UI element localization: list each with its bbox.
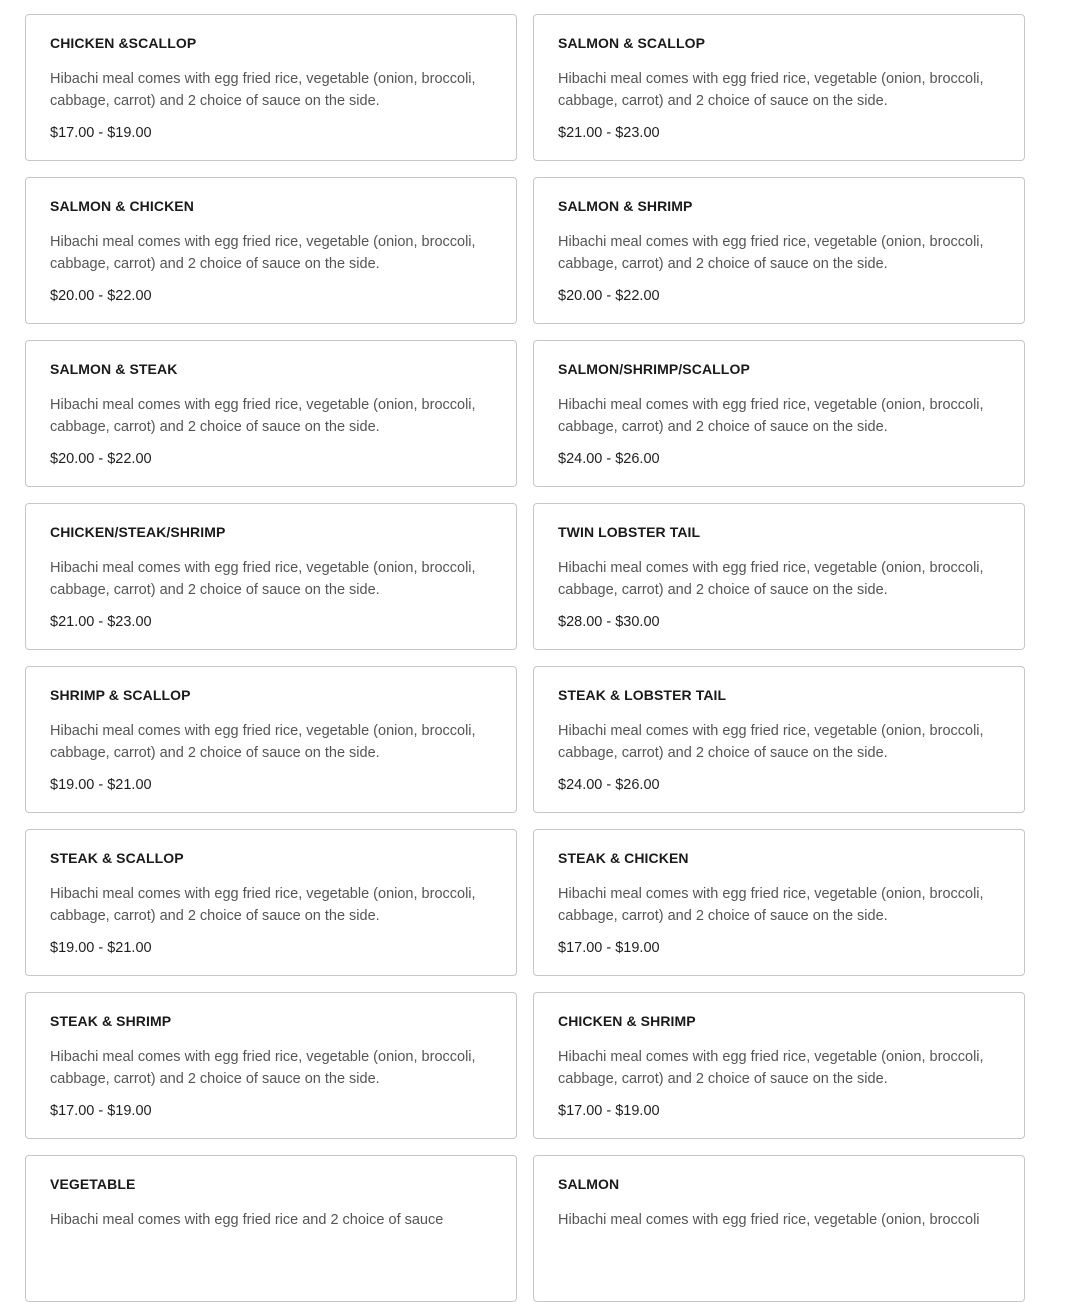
menu-item-grid [25, 14, 1025, 1302]
menu-item-name: STEAK & CHICKEN [558, 850, 689, 866]
menu-item-price: $24.00 - $26.00 [558, 451, 660, 467]
menu-item-card[interactable] [25, 1155, 517, 1302]
menu-item-card[interactable] [533, 992, 1025, 1139]
menu-item-name: SALMON & SHRIMP [558, 198, 693, 214]
menu-item-name: SALMON & CHICKEN [50, 198, 194, 214]
menu-item-name: SALMON & STEAK [50, 361, 178, 377]
menu-item-description: Hibachi meal comes with egg fried rice, vegetable (onion, broccoli, cabbage, carrot) and 2 choice of sauce on the side. [558, 1049, 984, 1087]
menu-item-card[interactable] [533, 14, 1025, 161]
menu-item-price: $17.00 - $19.00 [558, 940, 660, 956]
menu-item-name: SALMON/SHRIMP/SCALLOP [558, 361, 750, 377]
menu-item-description: Hibachi meal comes with egg fried rice, vegetable (onion, broccoli [558, 1212, 980, 1228]
menu-item-name: CHICKEN/STEAK/SHRIMP [50, 524, 226, 540]
menu-item-card[interactable] [25, 992, 517, 1139]
menu-item-name: STEAK & LOBSTER TAIL [558, 687, 727, 703]
menu-item-card[interactable] [533, 829, 1025, 976]
menu-item-description: Hibachi meal comes with egg fried rice, vegetable (onion, broccoli, cabbage, carrot) and 2 choice of sauce on the side. [50, 723, 476, 761]
menu-item-description: Hibachi meal comes with egg fried rice, vegetable (onion, broccoli, cabbage, carrot) and 2 choice of sauce on the side. [50, 234, 476, 272]
menu-item-price: $21.00 - $23.00 [558, 125, 660, 141]
menu-item-description: Hibachi meal comes with egg fried rice, vegetable (onion, broccoli, cabbage, carrot) and 2 choice of sauce on the side. [50, 1049, 476, 1087]
menu-item-description: Hibachi meal comes with egg fried rice, vegetable (onion, broccoli, cabbage, carrot) and 2 choice of sauce on the side. [558, 234, 984, 272]
menu-item-price: $20.00 - $22.00 [50, 288, 152, 304]
menu-item-price: $24.00 - $26.00 [558, 777, 660, 793]
menu-item-price: $19.00 - $21.00 [50, 777, 152, 793]
menu-item-description: Hibachi meal comes with egg fried rice, vegetable (onion, broccoli, cabbage, carrot) and 2 choice of sauce on the side. [558, 397, 984, 435]
menu-item-card[interactable] [533, 1155, 1025, 1302]
menu-item-name: CHICKEN & SHRIMP [558, 1013, 696, 1029]
menu-item-card[interactable] [25, 666, 517, 813]
menu-item-name: TWIN LOBSTER TAIL [558, 524, 701, 540]
menu-item-card[interactable] [533, 503, 1025, 650]
menu-item-price: $17.00 - $19.00 [50, 1103, 152, 1119]
menu-item-description: Hibachi meal comes with egg fried rice, vegetable (onion, broccoli, cabbage, carrot) and 2 choice of sauce on the side. [50, 886, 476, 924]
menu-item-description: Hibachi meal comes with egg fried rice, vegetable (onion, broccoli, cabbage, carrot) and 2 choice of sauce on the side. [558, 71, 984, 109]
menu-item-card[interactable] [25, 177, 517, 324]
menu-item-price: $17.00 - $19.00 [50, 125, 152, 141]
menu-item-description: Hibachi meal comes with egg fried rice, vegetable (onion, broccoli, cabbage, carrot) and 2 choice of sauce on the side. [50, 397, 476, 435]
menu-item-card[interactable] [25, 340, 517, 487]
menu-item-price: $19.00 - $21.00 [50, 940, 152, 956]
menu-item-name: SHRIMP & SCALLOP [50, 687, 191, 703]
menu-item-card[interactable] [533, 177, 1025, 324]
menu-item-description: Hibachi meal comes with egg fried rice, vegetable (onion, broccoli, cabbage, carrot) and 2 choice of sauce on the side. [50, 71, 476, 109]
menu-item-description: Hibachi meal comes with egg fried rice, vegetable (onion, broccoli, cabbage, carrot) and 2 choice of sauce on the side. [558, 886, 984, 924]
menu-item-card[interactable] [25, 503, 517, 650]
menu-item-name: SALMON & SCALLOP [558, 35, 706, 51]
menu-item-price: $20.00 - $22.00 [50, 451, 152, 467]
menu-item-price: $21.00 - $23.00 [50, 614, 152, 630]
menu-item-description: Hibachi meal comes with egg fried rice, vegetable (onion, broccoli, cabbage, carrot) and 2 choice of sauce on the side. [558, 723, 984, 761]
menu-item-description: Hibachi meal comes with egg fried rice, vegetable (onion, broccoli, cabbage, carrot) and 2 choice of sauce on the side. [558, 560, 984, 598]
menu-item-name: STEAK & SCALLOP [50, 850, 184, 866]
menu-item-name: STEAK & SHRIMP [50, 1013, 172, 1029]
menu-item-description: Hibachi meal comes with egg fried rice and 2 choice of sauce [50, 1212, 444, 1228]
menu-item-name: SALMON [558, 1176, 620, 1192]
menu-item-price: $28.00 - $30.00 [558, 614, 660, 630]
menu-item-card[interactable] [25, 14, 517, 161]
menu-item-name: VEGETABLE [50, 1176, 136, 1192]
menu-item-name: CHICKEN &SCALLOP [50, 35, 197, 51]
menu-item-price: $17.00 - $19.00 [558, 1103, 660, 1119]
menu-item-card[interactable] [533, 666, 1025, 813]
menu-item-description: Hibachi meal comes with egg fried rice, vegetable (onion, broccoli, cabbage, carrot) and 2 choice of sauce on the side. [50, 560, 476, 598]
menu-item-price: $20.00 - $22.00 [558, 288, 660, 304]
menu-item-card[interactable] [533, 340, 1025, 487]
menu-item-card[interactable] [25, 829, 517, 976]
